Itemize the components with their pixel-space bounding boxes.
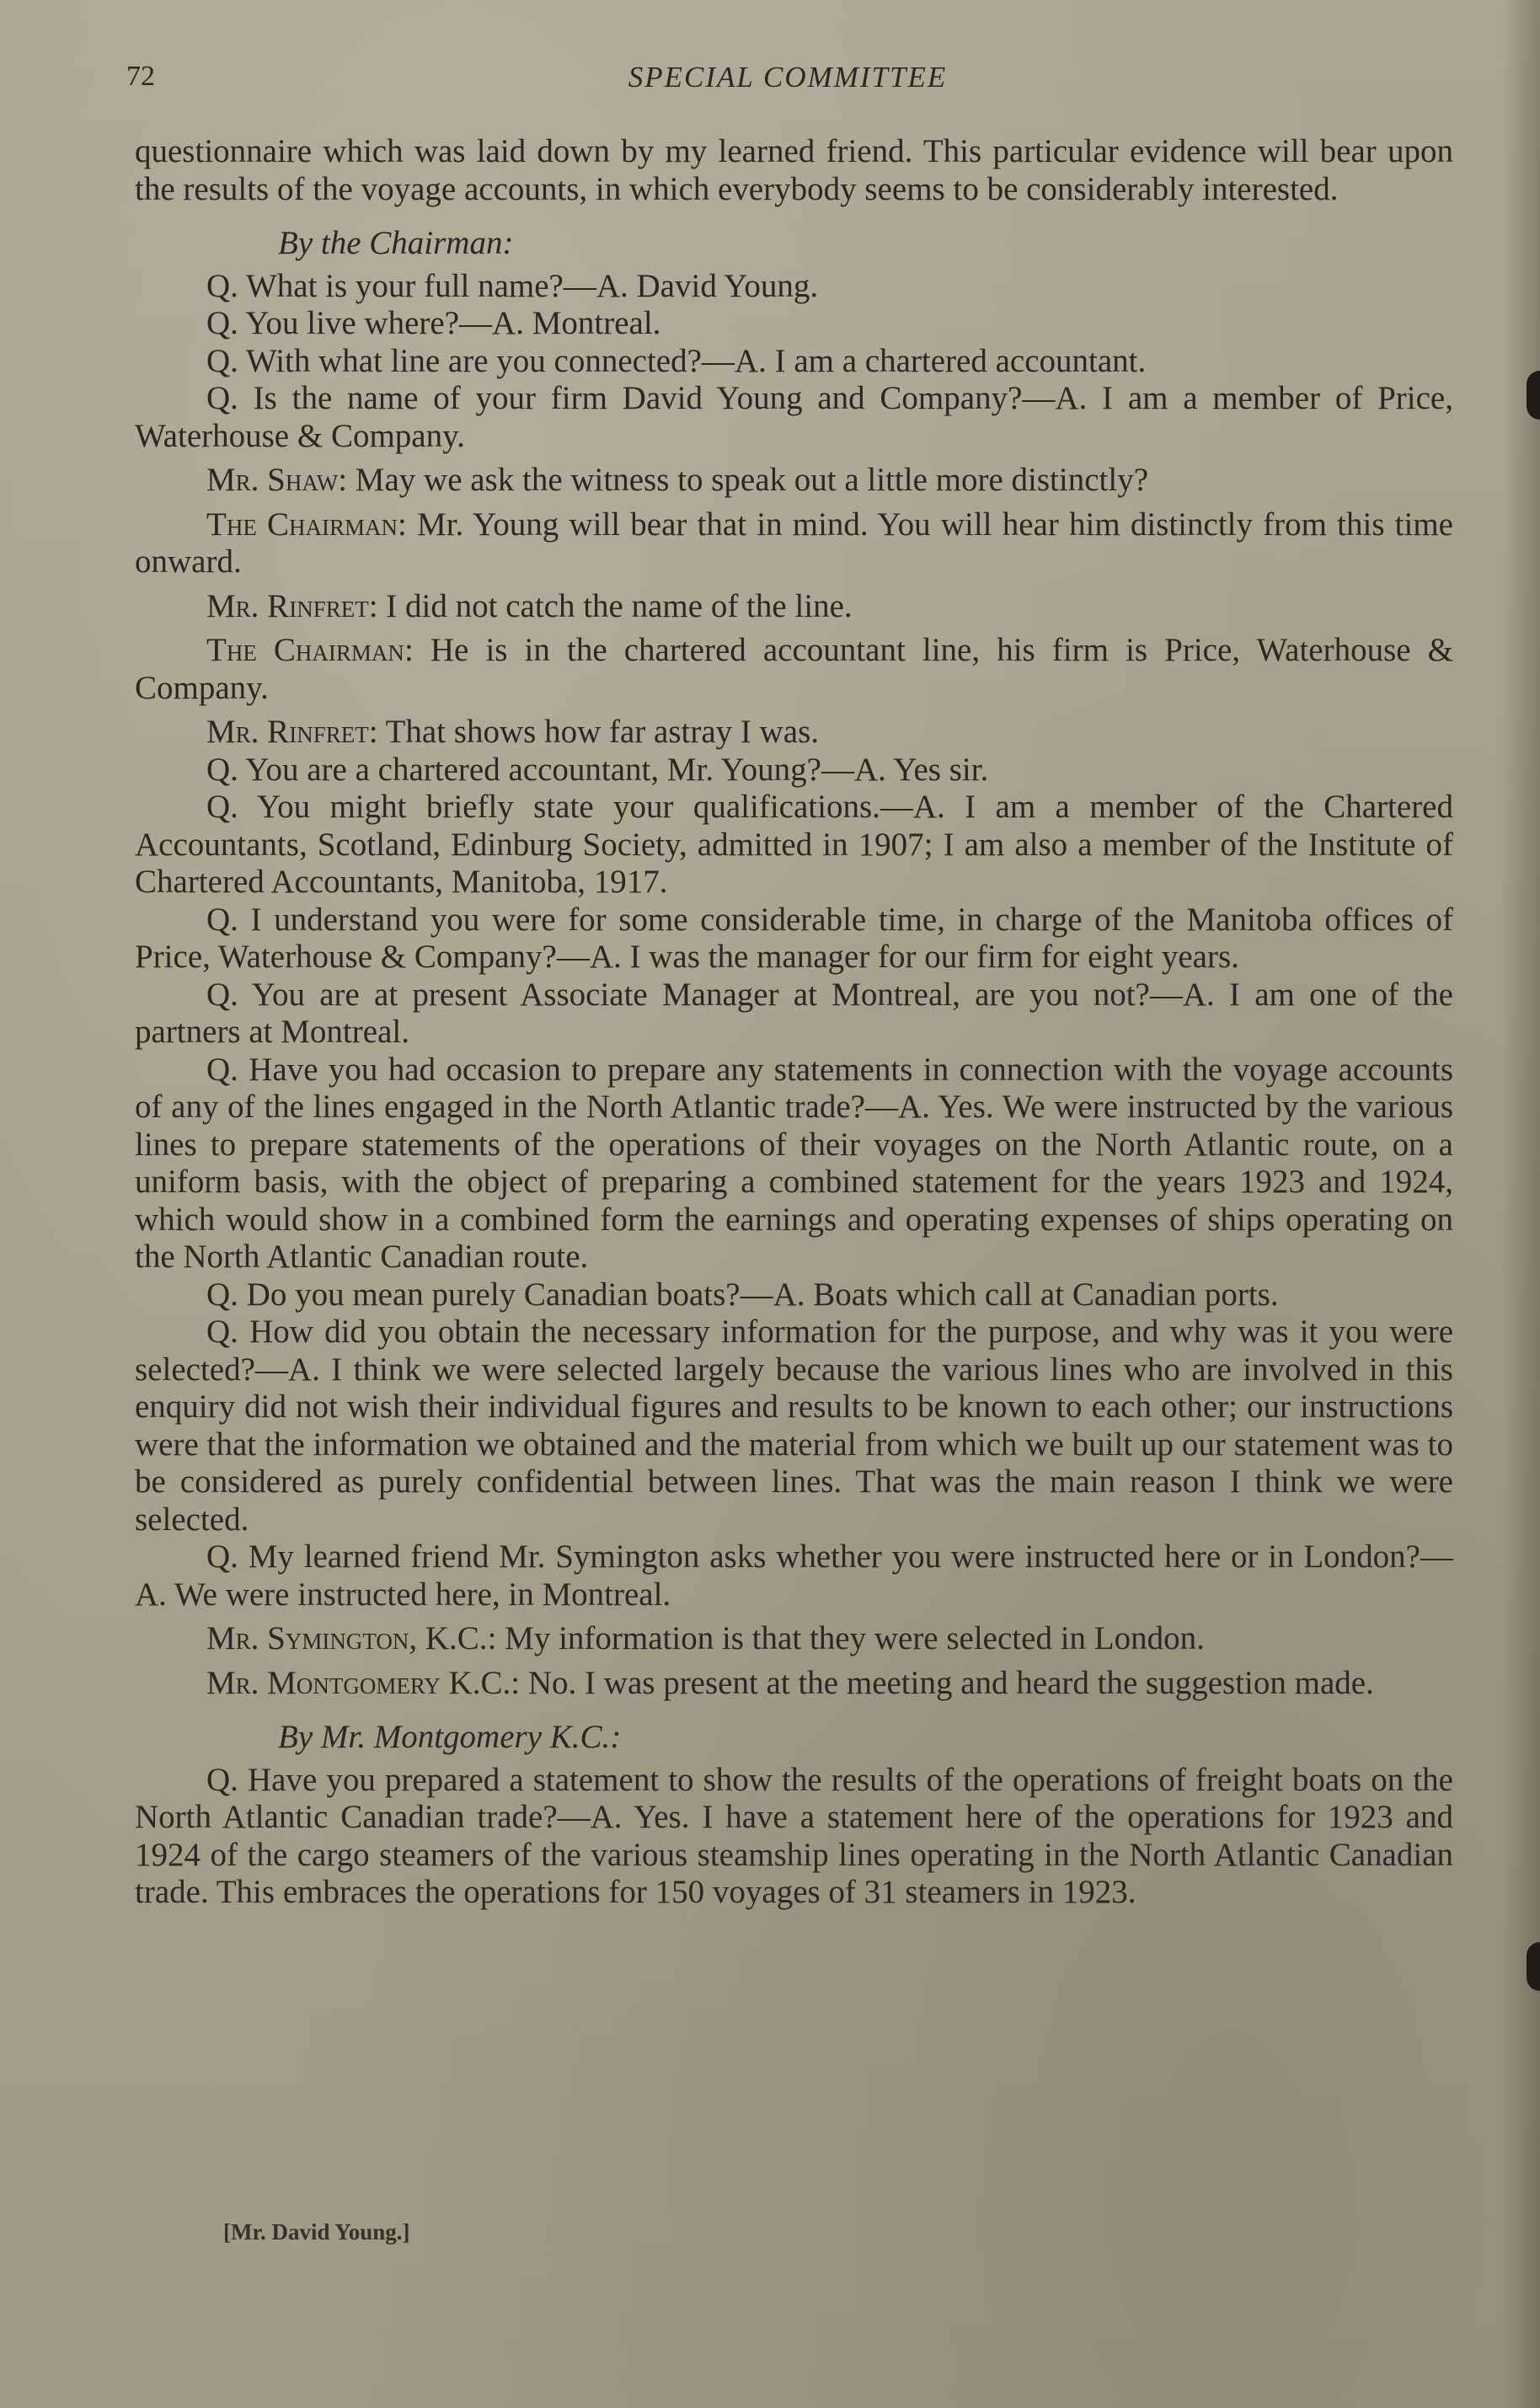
question-firm: Q. Is the name of your firm David Young and Company?—A. I am a member of Price, Waterhouse & Company.	[135, 380, 1453, 454]
speaker-chairman: The Chairman	[206, 506, 398, 543]
question-freight: Q. Have you prepared a statement to show the results of the operations of freight boats on the North Atlantic Canadian trade?—A. Yes. I have a statement here of the operations for 1923 and 1924 of the cargo steamers of the various steamship lines operating in the North Atlantic Canadian trade. This embraces the operations for 150 voyages of 31 steamers in 1923.	[135, 1761, 1453, 1910]
speaker-symington: Mr. Symington, K.C.	[206, 1620, 488, 1656]
question-canadian-boats: Q. Do you mean purely Canadian boats?—A. Boats which call at Canadian ports.	[206, 1276, 1279, 1313]
page-number: 72	[126, 61, 155, 92]
question-qualifications: Q. You might briefly state your qualifications.—A. I am a member of the Chartered Accountants, Scotland, Edinburg Society, admitted in 1907; I am also a member of the Institute of Chartered Accountants, Manitoba, 1917.	[135, 789, 1453, 900]
page-edge-shadow	[1501, 0, 1540, 2408]
speaker-rinfret: Mr. Rinfret	[206, 714, 369, 750]
speaker-rinfret: Mr. Rinfret	[206, 587, 369, 624]
question-line: Q. With what line are you connected?—A. I am a chartered accountant.	[206, 342, 1147, 379]
question-full-name: Q. What is your full name?—A. David Young.	[206, 267, 819, 304]
question-statements: Q. Have you had occasion to prepare any statements in connection with the voyage accounts of any of the lines engaged in the North Atlantic trade?—A. Yes. We were instructed by the various lines to prepare statements of the operations of their voyages on the North Atlantic route, on a uniform basis, with the object of preparing a combined statement for the years 1923 and 1924, which would show in a combined form the earnings and operating expenses of ships operating on the North Atlantic Canadian route.	[135, 1051, 1453, 1275]
question-chartered: Q. You are a chartered accountant, Mr. Young?—A. Yes sir.	[206, 751, 989, 788]
footer-witness: [Mr. David Young.]	[223, 2219, 410, 2245]
question-manitoba: Q. I understand you were for some considerable time, in charge of the Manitoba offices of Price, Waterhouse & Company?—A. I was the manager for our firm for eight years.	[135, 901, 1453, 975]
question-obtain: Q. How did you obtain the necessary information for the purpose, and why was it you were selected?—A. I think we were selected largely because the various lines who are involved in this enquiry did not wish their individual figures and results to be known to each other; our instructions were that the information we obtained and the material from which we built up our statement was to be considered as purely confidential between lines. That was the main reason I think we were selected.	[135, 1314, 1453, 1538]
opening-paragraph: questionnaire which was laid down by my learned friend. This particular evidence will bear upon the results of the voyage accounts, in which everybody seems to be considerably interested.	[135, 133, 1453, 207]
speaker-montgomery: Mr. Montgomery	[206, 1664, 441, 1701]
question-associate: Q. You are at present Associate Manager at Montreal, are you not?—A. I am one of the partners at Montreal.	[135, 976, 1453, 1050]
subhead-chairman: By the Chairman:	[278, 225, 514, 261]
speaker-shaw: Mr. Shaw	[206, 462, 339, 498]
statement-symington: Mr. Symington, K.C.: My information is that they were selected in London.	[206, 1620, 1205, 1656]
page-header	[126, 61, 1449, 103]
document-body	[135, 133, 1453, 1912]
statement-shaw: Mr. Shaw: May we ask the witness to speak out a little more distinctly?	[206, 462, 1149, 498]
statement-montgomery: Mr. Montgomery K.C.: No. I was present at the meeting and heard the suggestion made.	[206, 1664, 1374, 1701]
statement-chairman-2: The Chairman: He is in the chartered accountant line, his firm is Price, Waterhouse & Company.	[135, 632, 1453, 706]
statement-rinfret-1: Mr. Rinfret: I did not catch the name of the line.	[206, 587, 853, 624]
statement-rinfret-2: Mr. Rinfret: That shows how far astray I was.	[206, 714, 820, 750]
question-residence: Q. You live where?—A. Montreal.	[206, 305, 661, 341]
binding-mark-lower	[1527, 1942, 1540, 1991]
statement-chairman-1: The Chairman: Mr. Young will bear that in mind. You will hear him distinctly from this time onward.	[135, 506, 1453, 580]
speaker-chairman: The Chairman	[206, 632, 404, 668]
running-title: SPECIAL COMMITTEE	[628, 61, 948, 94]
question-symington: Q. My learned friend Mr. Symington asks whether you were instructed here or in London?—A. We were instructed here, in Montreal.	[135, 1538, 1453, 1613]
subhead-montgomery: By Mr. Montgomery K.C.:	[278, 1719, 622, 1755]
binding-mark-upper	[1527, 371, 1540, 420]
